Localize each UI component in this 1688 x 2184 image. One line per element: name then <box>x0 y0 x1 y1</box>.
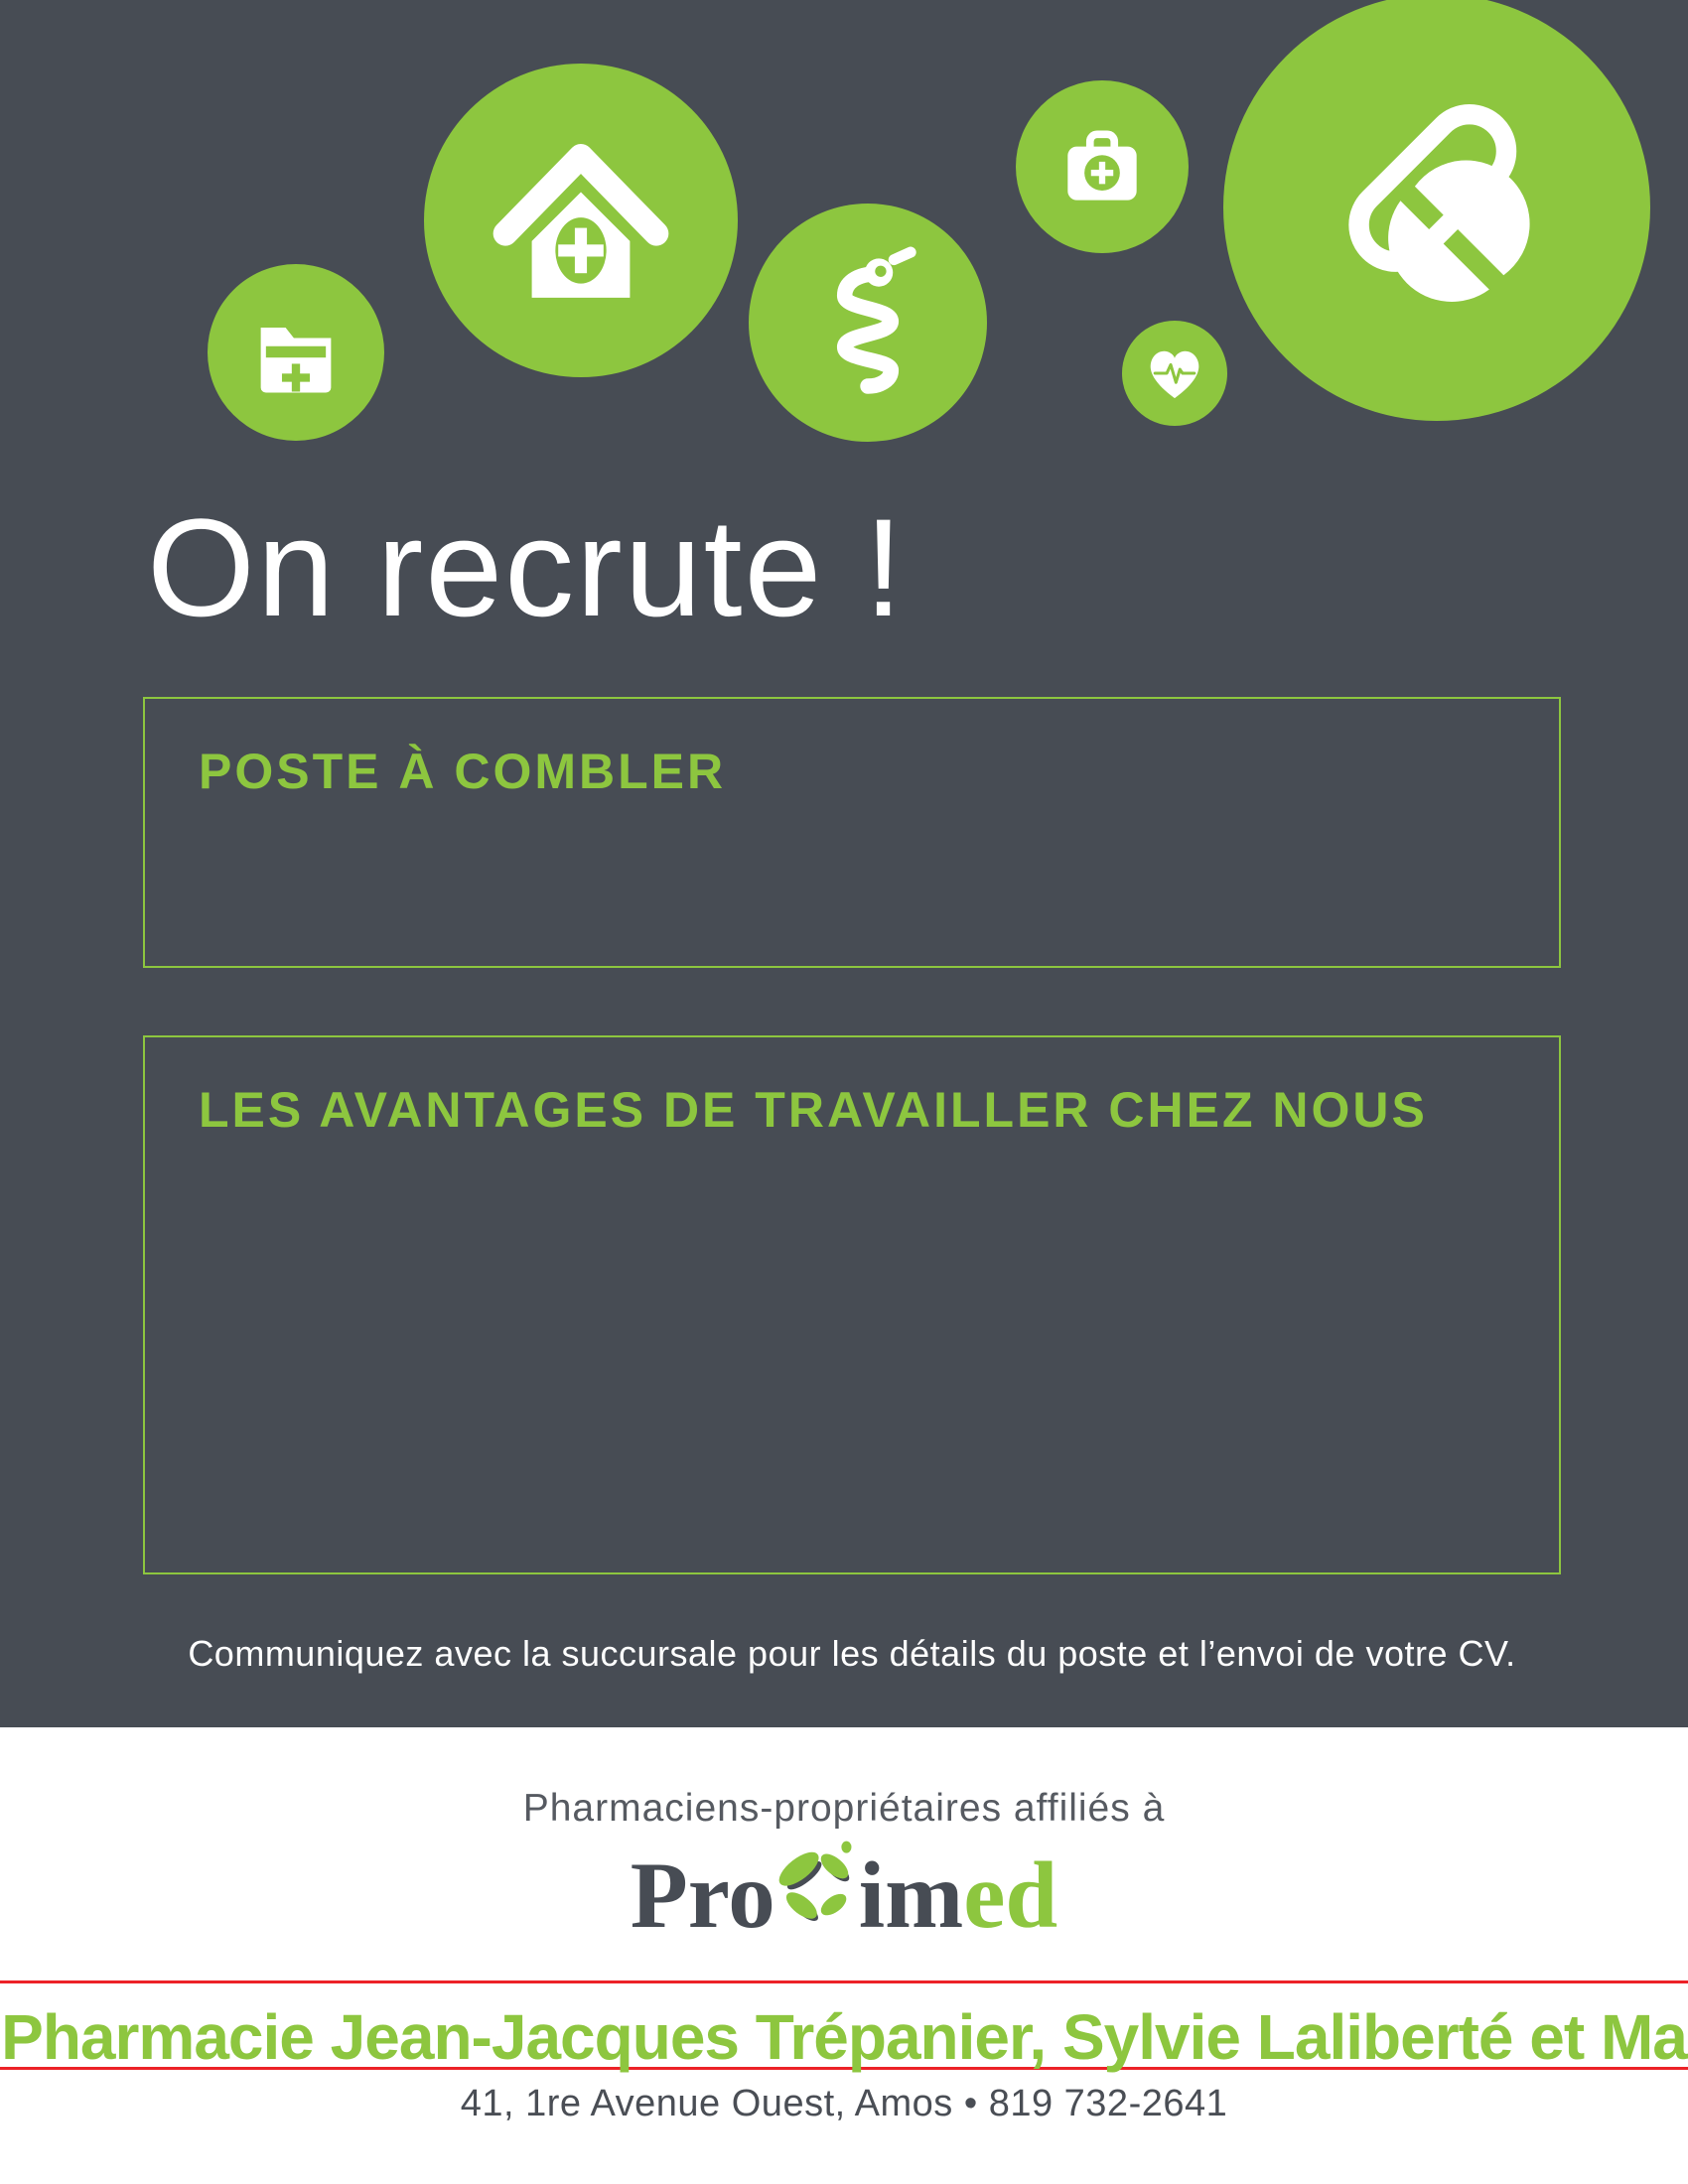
red-rule-top <box>0 1980 1688 1983</box>
affiliation-text: Pharmaciens-propriétaires affiliés à <box>522 1787 1166 1830</box>
pharmacy-name: Pharmacie Jean-Jacques Trépanier, Sylvie Laliberté et Ma <box>1 2001 1687 2073</box>
advantages-box <box>143 1035 1561 1574</box>
medical-house-icon <box>424 64 738 377</box>
proximed-logo <box>0 1843 1688 1958</box>
address-phone: 41, 1re Avenue Ouest, Amos • 819 732-2641 <box>460 2083 1228 2124</box>
proximed-logo-ed: ed <box>963 1843 1058 1948</box>
asclepius-snake-glyph <box>803 243 932 402</box>
folder-plus-icon <box>208 264 384 441</box>
position-to-fill-heading: POSTE À COMBLER <box>199 744 727 799</box>
folder-plus-glyph <box>244 301 348 404</box>
pills-glyph <box>1310 80 1564 335</box>
pills-icon <box>1223 0 1650 421</box>
first-aid-kit-glyph <box>1052 116 1153 217</box>
first-aid-kit-icon <box>1016 80 1189 253</box>
proximed-logo-pro: Pro <box>630 1843 775 1948</box>
heart-pulse-icon <box>1122 321 1227 426</box>
advantages-heading: LES AVANTAGES DE TRAVAILLER CHEZ NOUS <box>199 1082 1428 1138</box>
heart-pulse-glyph <box>1142 341 1207 406</box>
contact-instructions: Communiquez avec la succursale pour les détails du poste et l’envoi de votre CV. <box>188 1633 1516 1674</box>
medical-house-glyph <box>487 126 675 315</box>
proximed-logo-x-leaf-icon <box>772 1837 863 1956</box>
proximed-logo-im: im <box>858 1843 964 1948</box>
asclepius-snake-icon <box>749 204 987 442</box>
position-to-fill-box <box>143 697 1561 968</box>
page-title: On recrute ! <box>147 489 906 645</box>
